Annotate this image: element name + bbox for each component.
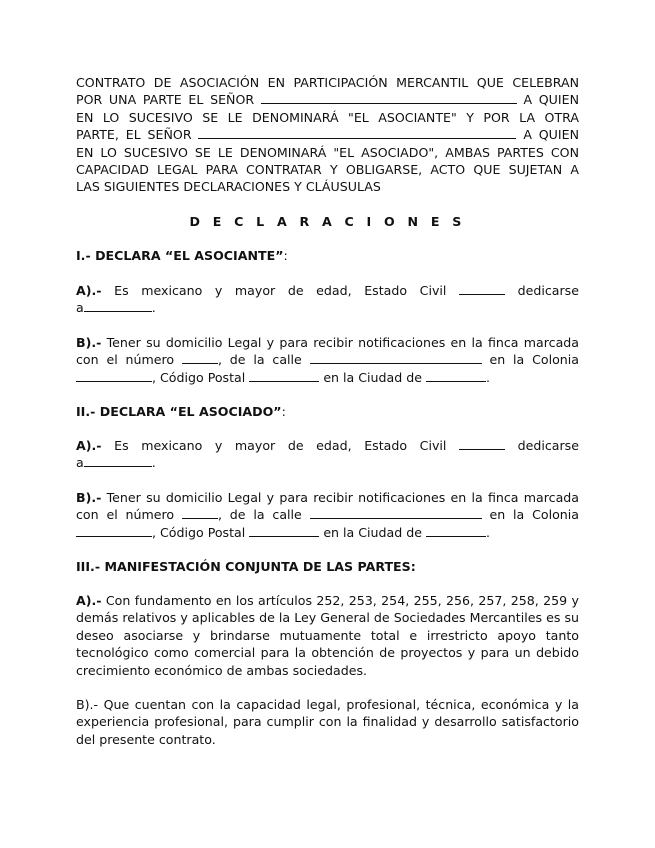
item-b-line-2 [76, 351, 579, 368]
item-text: , de la calle [217, 507, 302, 523]
item-b-line-3 [76, 369, 579, 386]
item-a-line-1 [76, 282, 579, 299]
item-text: con el número [76, 507, 175, 523]
intro-line-4 [76, 126, 579, 143]
section-title-text: I.- DECLARA “EL ASOCIANTE” [76, 248, 284, 263]
item-text: . [151, 300, 156, 316]
section-ii-item-b [76, 489, 579, 541]
intro-text: CONTRATO DE ASOCIACIÓN EN PARTICIPACIÓN MERCANTIL QUE CELEBRAN [76, 75, 579, 90]
item-text: dedicarse [517, 438, 579, 453]
item-label: A).- [76, 283, 102, 298]
intro-line-7 [76, 178, 579, 195]
item-text: en la Ciudad de [323, 524, 422, 540]
item-text: dedicarse [517, 283, 579, 298]
item-text: a [76, 300, 84, 316]
item-text: con el número [76, 352, 175, 368]
blank-line [426, 369, 486, 382]
item-label: A).- [76, 438, 102, 453]
blank-line [310, 351, 482, 364]
item-text: en la Colonia [489, 352, 579, 368]
section-iii-item-a [76, 592, 579, 679]
section-title-colon: : [281, 404, 286, 419]
intro-text: EN LO SUCESIVO SE LE DENOMINARÁ "EL ASOCIADO", AMBAS PARTES CON [76, 144, 579, 160]
blank-line [459, 437, 505, 450]
intro-text: A QUIEN [523, 127, 579, 143]
intro-text: EN LO SUCESIVO SE LE DENOMINARÁ "EL ASOCIANTE" Y POR LA OTRA [76, 109, 579, 125]
item-text: en la Colonia [489, 507, 579, 523]
item-text: en la Ciudad de [323, 369, 422, 385]
item-text: Con fundamento en los artículos 252, 253, 254, 255, 256, 257, 258, 259 y demás relativos y aplicables de la Ley General de Sociedades Mercantiles es su deseo asociarse y brindarse mutuamente total e irrestricto apoyo tanto tecnológico como comercial para la obtención de proyectos y para un debido crecimiento económico de ambas sociedades. [76, 593, 579, 678]
item-text: , Código Postal [152, 524, 246, 540]
item-text: Que cuentan con la capacidad legal, profesional, técnica, económica y la experiencia profesional, para cumplir con la finalidad y desarrollo satisfactorio del presente contrato. [76, 697, 579, 747]
blank-line [249, 524, 319, 537]
intro-text: A QUIEN [523, 92, 579, 108]
intro-line-6 [76, 161, 579, 178]
item-b-line-1 [76, 489, 579, 506]
blank-line [249, 369, 319, 382]
item-text: a [76, 455, 84, 471]
section-ii-item-a [76, 437, 579, 472]
intro-line-1 [76, 74, 579, 91]
blank-line [76, 524, 152, 537]
blank-line [84, 299, 152, 312]
blank-line [198, 126, 516, 139]
item-label: B).- [76, 697, 104, 712]
item-text: . [486, 524, 491, 540]
blank-line [182, 351, 218, 364]
item-label: B).- [76, 490, 102, 505]
intro-text: LAS SIGUIENTES DECLARACIONES Y CLÁUSULAS [76, 179, 381, 195]
item-text: Es mexicano y mayor de edad, Estado Civil [114, 438, 447, 453]
section-i-item-b [76, 334, 579, 386]
item-a-line-2 [76, 299, 579, 316]
blank-line [76, 369, 152, 382]
item-text: Tener su domicilio Legal y para recibir notificaciones en la finca marcada [106, 335, 579, 350]
intro-text: PARTE, EL SEÑOR [76, 127, 192, 143]
section-i-title [76, 247, 579, 264]
item-text: . [486, 369, 491, 385]
item-label: B).- [76, 335, 102, 350]
item-b-line-1 [76, 334, 579, 351]
intro-text: CAPACIDAD LEGAL PARA CONTRATAR Y OBLIGARSE, ACTO QUE SUJETAN A [76, 162, 579, 178]
intro-text: POR UNA PARTE EL SEÑOR [76, 92, 255, 108]
section-ii-title [76, 403, 579, 420]
blank-line [426, 524, 486, 537]
item-text: . [151, 455, 156, 471]
intro-line-2 [76, 91, 579, 108]
section-title-text: II.- DECLARA “EL ASOCIADO” [76, 404, 282, 419]
blank-line [261, 91, 517, 104]
item-text: , de la calle [217, 352, 302, 368]
blank-line [459, 282, 505, 295]
section-iii-title: III.- MANIFESTACIÓN CONJUNTA DE LAS PARTES: [76, 559, 416, 574]
intro-paragraph [76, 74, 579, 196]
item-b-line-3 [76, 524, 579, 541]
section-iii-item-b [76, 696, 579, 748]
item-text: , Código Postal [152, 369, 246, 385]
blank-line [310, 506, 482, 519]
declaraciones-heading: D E C L A R A C I O N E S [189, 214, 466, 229]
blank-line [182, 506, 218, 519]
blank-line [84, 454, 152, 467]
section-title-colon: : [283, 248, 288, 263]
item-a-line-2 [76, 454, 579, 471]
item-a-line-1 [76, 437, 579, 454]
section-i-item-a [76, 282, 579, 317]
item-b-line-2 [76, 506, 579, 523]
item-text: Es mexicano y mayor de edad, Estado Civil [114, 283, 447, 298]
item-text: Tener su domicilio Legal y para recibir notificaciones en la finca marcada [106, 490, 579, 505]
intro-line-3 [76, 109, 579, 126]
intro-line-5 [76, 144, 579, 161]
item-label: A).- [76, 593, 102, 608]
